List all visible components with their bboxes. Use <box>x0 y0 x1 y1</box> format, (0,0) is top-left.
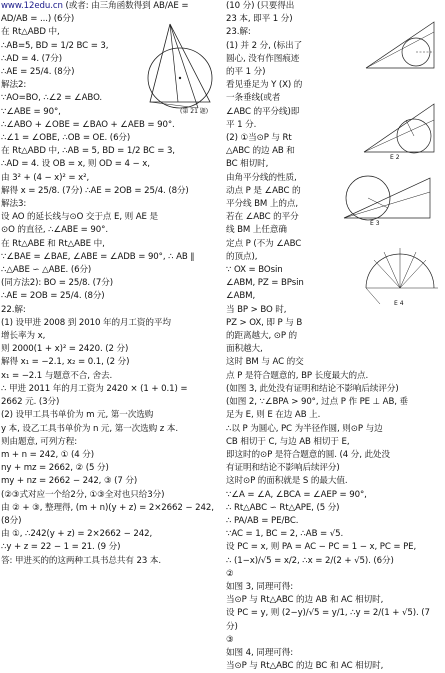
geometry-figure-1 <box>360 14 442 74</box>
right_column-line: BC 相切时, <box>226 159 269 170</box>
left_column-line: 由 3² + (4 − x)² = x², <box>1 172 90 183</box>
right_column-line: 设 PC = x, 则 PA = AC − PC = 1 − x, PC = PE, <box>226 542 417 553</box>
right_column-line: 的距离越大, ⊙P 的 <box>226 331 298 342</box>
figure-3-label: E 3 <box>370 220 380 227</box>
right_column-line: 动点 P 是 ∠ABC 的 <box>226 185 301 196</box>
right_column-line: 线 BM 上任意确 <box>226 225 287 236</box>
header-text: (或者: 由三角函数得到 AB/AE = <box>65 1 189 11</box>
right_column-line: 即这时的⊙P 是符合题意的圆. (4 分, 此处没 <box>226 449 391 460</box>
left_column-line: ∵∠ABE = 90°, <box>1 106 61 117</box>
left_column-line: 在 Rt△ABE 和 Rt△ABE 中, <box>1 238 105 249</box>
left_column-line: 解法2: <box>1 80 27 91</box>
right_column-line: ∴ Rt△ABC ∽ Rt△APE, (5 分) <box>226 502 340 513</box>
left_column-line: (8分) <box>1 515 22 526</box>
header-line <box>1 0 220 13</box>
figure-2-label: E 2 <box>390 154 400 161</box>
left_column-line: 解得 x = 25/8. (7分) ∴AE = 2OB = 25/4. (8分) <box>1 185 189 196</box>
right_column-line: (10 分) (只要得出 <box>226 1 295 11</box>
right_column-line: 一条垂线(或者 <box>226 93 281 104</box>
right_column-line: 由角平分线的性质, <box>226 172 297 183</box>
right_column-line: ∠ABC 的平分线)即 <box>226 106 300 117</box>
right_column-line: ∵AC = 1, BC = 2, ∴AB = √5. <box>226 529 344 540</box>
right_column-line: 足为 E, 则 E 在边 AB 上. <box>226 410 321 421</box>
right_column-line: ∠ABM, PZ = BPsin <box>226 278 304 289</box>
left_column-line: (②③式对应一个给2分, ①③全对也只给3分) <box>1 489 165 500</box>
left_column-line: x₁ = −2.1 与题意不合, 舍去. <box>1 370 113 381</box>
right_column-line: 当 BP > BO 时, <box>226 304 287 315</box>
left_column-line: (同方法2): BO = 25/8. (7分) <box>1 278 113 289</box>
geometry-figure-21 <box>140 18 222 118</box>
left_column-line: 解得 x₁ = −2.1, x₂ = 0.1, (2 分) <box>1 357 130 368</box>
right_column-line: ∴ (1−x)/√5 = x/2, ∴x = 2/(2 + √5). (6分) <box>226 555 394 566</box>
left_column-line: 设 AO 的延长线与⊙O 交于点 E, 则 AE 是 <box>1 212 158 223</box>
right_column-line: (2) ①当⊙P 与 Rt <box>226 133 292 144</box>
right_column-line: ∠ABM, <box>226 291 256 302</box>
right_column-line: 23 本, 即平 1 分) <box>226 14 293 25</box>
right_column-line: 平 1 分. <box>226 119 257 130</box>
right_column-line: 分) <box>226 621 238 632</box>
right_column-line: ② <box>226 568 234 579</box>
figure-caption: (第 21 题) <box>180 108 209 115</box>
right_column-line: 定点 P (不为 ∠ABC <box>226 238 302 249</box>
left_column-line: ∴AB=5, BD = 1/2 BC = 3, <box>1 40 109 51</box>
right_column-line: (如图 3, 此处没有证明和结论不影响后续评分) <box>226 383 399 394</box>
left_column-line: 答: 甲进买的的这两种工具书总共有 23 本. <box>1 555 161 566</box>
left_column-line: 在 Rt△ABD 中, <box>1 27 60 38</box>
right_column-line: 23.解: <box>226 27 251 38</box>
right_column-line: 设 PC = y, 则 (2−y)/√5 = y/1, ∴y = 2/(1 + √5). (7 <box>226 608 430 619</box>
right_column-line: (1) 并 2 分, (标出了 <box>226 40 303 51</box>
left_column-line: 在 Rt△ABD 中, ∴AB = 5, BD = 1/2 BC = 3, <box>1 146 175 157</box>
right_column-line: CB 相切于 C, 与边 AB 相切于 E, <box>226 436 350 447</box>
right_column-line: 这时 BM 与 AC 的交 <box>226 357 304 368</box>
left_column-line: (1) 设甲进 2008 到 2010 年的月工资的平均 <box>1 317 171 328</box>
left_column-line: ∴∠1 = ∠OBE, ∴OB = OE. (6分) <box>1 133 131 144</box>
right_column-line: ∴ PA/AB = PE/BC. <box>226 515 299 526</box>
left_column-line: ∴AE = 25/4. (8分) <box>1 67 75 78</box>
right_column-line: 如图 4, 同理可得: <box>226 647 294 658</box>
triangle-abc <box>150 24 210 102</box>
right_column-line: △ABC 的边 AB 和 <box>226 146 295 157</box>
center-point <box>179 77 181 79</box>
right_column-line: 的顶点), <box>226 251 258 262</box>
right_column-line: 圆心, 没有作图痕迹 <box>226 53 300 64</box>
left_column-line: ny + mz = 2662, ② (5 分) <box>1 463 109 474</box>
left_column-line: ⊙O 的直径, ∴∠ABE = 90°. <box>1 225 108 236</box>
left_column-line: 则 2000(1 + x)² = 2420. (2 分) <box>1 344 129 355</box>
left_column-line: 22.解: <box>1 304 26 315</box>
right_column-line: ∵∠A = ∠A, ∠BCA = ∠AEP = 90°, <box>226 489 367 500</box>
left_column-line: m + n = 242, ① (4 分) <box>1 449 94 460</box>
left_column-line: 2662 元. (3分) <box>1 397 60 408</box>
left_column-line: 由 ② + ③, 整理得, (m + n)(y + z) = 2×2662 − 242, <box>1 502 214 513</box>
right_column-line: PZ > OX, 即 P 与 B <box>226 317 303 328</box>
left_column-line: ∵AO=BO, ∴∠2 = ∠ABO. <box>1 93 103 104</box>
left_column-line: y 本, 设乙工具书单价为 n 元, 第一次选购 z 本. <box>1 423 178 434</box>
figure-4-label: E 4 <box>394 300 404 307</box>
left_column-line: ∵∠BAE = ∠BAE, ∠ABE = ∠ADB = 90°, ∴ AB ∥ <box>1 251 195 262</box>
left_column-line: ∴y + z = 22 − 1 = 21. (9 分) <box>1 542 121 553</box>
geometry-figure-3 <box>330 168 440 228</box>
right_column-line: 平分线 BM 上的点, <box>226 199 298 210</box>
geometry-figure-2 <box>360 92 442 162</box>
left_column-line: AD/AB = ...) (6分) <box>1 14 75 25</box>
right_column-line: 面积越大, <box>226 344 263 355</box>
right_column-line: 的平 1 分) <box>226 67 266 78</box>
left_column-line: 解法3: <box>1 199 27 210</box>
figure-2-diagram <box>360 92 442 162</box>
left_column-line: ∴AE = 2OB = 25/4. (8分) <box>1 291 105 302</box>
right_column-line: ∵ OX = BOsin <box>226 265 283 276</box>
left_column-line: 由 ①, ∴242(y + z) = 2×2662 − 242, <box>1 529 153 540</box>
right_column-line: 当⊙P 与 Rt△ABC 的边 AB 和 AC 相切时, <box>226 595 384 606</box>
right_column-line: (如图 2, ∵∠BPA > 90°, 过点 P 作 PE ⊥ AB, 垂 <box>226 397 408 408</box>
right_column-line: ∴以 P 为圆心, PC 为半径作圆, 则⊙P 与边 <box>226 423 383 434</box>
right_column-line: 看见垂足为 Y (X) 的 <box>226 80 303 91</box>
geometry-figure-4 <box>360 238 442 310</box>
right_column-line: 如图 3, 同理可得: <box>226 581 294 592</box>
left_column-line: 则由题意, 可列方程: <box>1 436 78 447</box>
right_column-line: 这时⊙P 的面积就是 S 的最大值. <box>226 476 348 487</box>
right_column-line: 若在 ∠ABC 的平分 <box>226 212 299 223</box>
figure-3-diagram <box>330 168 440 228</box>
watermark-text: www.12edu.cn <box>1 1 63 11</box>
right_column-line: 当⊙P 与 Rt△ABC 的边 BC 和 AC 相切时, <box>226 661 384 672</box>
left_column-line: ∴AD = 4. (7分) <box>1 53 63 64</box>
triangle-circle-diagram <box>140 18 222 118</box>
left_column-line: 增长率为 x, <box>1 331 46 342</box>
right_column-line: 点 P 是符合题意的, BP 长度最大的点. <box>226 370 369 381</box>
right_column-line: ③ <box>226 634 234 645</box>
left_column-line: ∴△ABE ∽ △ABE. (6分) <box>1 265 92 276</box>
right_column-line: 有证明和结论不影响后续评分) <box>226 463 340 474</box>
figure-1-diagram <box>360 14 442 74</box>
left_column-line: ∴∠ABO + ∠OBE = ∠BAO + ∠AEB = 90°. <box>1 119 175 130</box>
left_column-line: ∴AD = 4. 设 OB = x, 则 OD = 4 − x, <box>1 159 150 170</box>
left_column-line: (2) 设甲工具书单价为 m 元, 第一次选购 <box>1 410 154 421</box>
left_column-line: ∴ 甲进 2011 年的月工资为 2420 × (1 + 0.1) = <box>1 383 188 394</box>
left_column-line: my + nz = 2662 − 242, ③ (7 分) <box>1 476 138 487</box>
